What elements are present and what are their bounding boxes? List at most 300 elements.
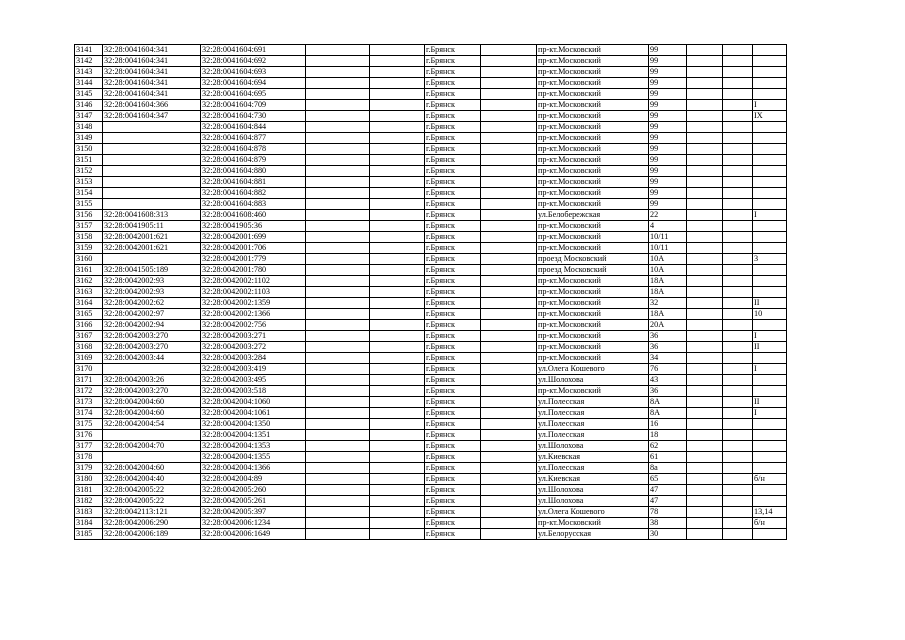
cadastral-number-cell: 32:28:0042004:1351: [201, 430, 306, 441]
house-number-cell: 99: [649, 133, 687, 144]
empty-cell-c: [481, 133, 537, 144]
premises-cell: б/н: [753, 474, 787, 485]
empty-cell-e: [723, 166, 753, 177]
empty-cell-e: [723, 155, 753, 166]
empty-cell-c: [481, 353, 537, 364]
house-number-cell: 99: [649, 78, 687, 89]
empty-cell-d: [687, 232, 723, 243]
table-row: [75, 166, 787, 177]
premises-cell: [753, 265, 787, 276]
empty-cell-a: [306, 375, 370, 386]
empty-cell-a: [306, 364, 370, 375]
premises-cell: [753, 496, 787, 507]
premises-cell: [753, 199, 787, 210]
cadastral-number-cell: 32:28:0042002:1359: [201, 298, 306, 309]
empty-cell-e: [723, 507, 753, 518]
empty-cell-a: [306, 144, 370, 155]
empty-cell-c: [481, 265, 537, 276]
empty-cell-e: [723, 441, 753, 452]
empty-cell-a: [306, 474, 370, 485]
table-row: [75, 243, 787, 254]
premises-cell: 13,14: [753, 507, 787, 518]
street-cell: ул.Киевская: [537, 474, 649, 485]
empty-cell-d: [687, 397, 723, 408]
table-row: [75, 210, 787, 221]
row-number-cell: 3162: [75, 276, 103, 287]
parent-cadastral-number-cell: 32:28:0041604:347: [103, 111, 201, 122]
table-row: [75, 430, 787, 441]
empty-cell-e: [723, 287, 753, 298]
empty-cell-b: [370, 243, 425, 254]
empty-cell-e: [723, 485, 753, 496]
cadastral-number-cell: 32:28:0042005:397: [201, 507, 306, 518]
cadastral-number-cell: 32:28:0042001:699: [201, 232, 306, 243]
parent-cadastral-number-cell: 32:28:0042001:621: [103, 232, 201, 243]
empty-cell-e: [723, 386, 753, 397]
empty-cell-b: [370, 320, 425, 331]
empty-cell-b: [370, 287, 425, 298]
cadastral-number-cell: 32:28:0041604:883: [201, 199, 306, 210]
table-row: [75, 298, 787, 309]
row-number-cell: 3143: [75, 67, 103, 78]
row-number-cell: 3154: [75, 188, 103, 199]
table-row: [75, 67, 787, 78]
empty-cell-b: [370, 221, 425, 232]
empty-cell-b: [370, 419, 425, 430]
street-cell: пр-кт.Московский: [537, 276, 649, 287]
empty-cell-b: [370, 100, 425, 111]
parent-cadastral-number-cell: [103, 177, 201, 188]
house-number-cell: 47: [649, 496, 687, 507]
row-number-cell: 3168: [75, 342, 103, 353]
city-cell: г.Брянск: [425, 287, 481, 298]
street-cell: пр-кт.Московский: [537, 133, 649, 144]
empty-cell-c: [481, 320, 537, 331]
empty-cell-a: [306, 67, 370, 78]
parent-cadastral-number-cell: 32:28:0042002:93: [103, 276, 201, 287]
empty-cell-b: [370, 298, 425, 309]
house-number-cell: 10А: [649, 265, 687, 276]
empty-cell-c: [481, 221, 537, 232]
street-cell: пр-кт.Московский: [537, 45, 649, 56]
empty-cell-e: [723, 276, 753, 287]
empty-cell-b: [370, 397, 425, 408]
table-row: [75, 485, 787, 496]
empty-cell-a: [306, 287, 370, 298]
house-number-cell: 16: [649, 419, 687, 430]
cadastral-number-cell: 32:28:0042004:1060: [201, 397, 306, 408]
cadastral-number-cell: 32:28:0042004:1366: [201, 463, 306, 474]
premises-cell: I: [753, 408, 787, 419]
table-row: [75, 518, 787, 529]
premises-cell: [753, 177, 787, 188]
premises-cell: [753, 188, 787, 199]
house-number-cell: 99: [649, 100, 687, 111]
city-cell: г.Брянск: [425, 452, 481, 463]
empty-cell-d: [687, 364, 723, 375]
table-row: [75, 111, 787, 122]
street-cell: пр-кт.Московский: [537, 56, 649, 67]
empty-cell-c: [481, 408, 537, 419]
empty-cell-d: [687, 122, 723, 133]
city-cell: г.Брянск: [425, 276, 481, 287]
premises-cell: [753, 353, 787, 364]
empty-cell-e: [723, 408, 753, 419]
street-cell: ул.Шолохова: [537, 485, 649, 496]
premises-cell: I: [753, 364, 787, 375]
table-row: [75, 78, 787, 89]
empty-cell-e: [723, 45, 753, 56]
empty-cell-e: [723, 375, 753, 386]
empty-cell-d: [687, 188, 723, 199]
cadastral-number-cell: 32:28:0041604:877: [201, 133, 306, 144]
empty-cell-a: [306, 78, 370, 89]
empty-cell-b: [370, 166, 425, 177]
empty-cell-e: [723, 298, 753, 309]
empty-cell-e: [723, 232, 753, 243]
table-row: [75, 221, 787, 232]
city-cell: г.Брянск: [425, 485, 481, 496]
row-number-cell: 3145: [75, 89, 103, 100]
city-cell: г.Брянск: [425, 221, 481, 232]
city-cell: г.Брянск: [425, 166, 481, 177]
city-cell: г.Брянск: [425, 89, 481, 100]
row-number-cell: 3178: [75, 452, 103, 463]
parent-cadastral-number-cell: 32:28:0042004:60: [103, 463, 201, 474]
parent-cadastral-number-cell: 32:28:0041604:341: [103, 56, 201, 67]
empty-cell-a: [306, 452, 370, 463]
row-number-cell: 3160: [75, 254, 103, 265]
empty-cell-a: [306, 122, 370, 133]
empty-cell-e: [723, 89, 753, 100]
house-number-cell: 36: [649, 331, 687, 342]
street-cell: пр-кт.Московский: [537, 177, 649, 188]
city-cell: г.Брянск: [425, 529, 481, 540]
city-cell: г.Брянск: [425, 298, 481, 309]
street-cell: ул.Белорусская: [537, 529, 649, 540]
parent-cadastral-number-cell: 32:28:0041604:341: [103, 89, 201, 100]
empty-cell-c: [481, 507, 537, 518]
row-number-cell: 3144: [75, 78, 103, 89]
empty-cell-e: [723, 177, 753, 188]
empty-cell-a: [306, 265, 370, 276]
empty-cell-d: [687, 45, 723, 56]
row-number-cell: 3164: [75, 298, 103, 309]
empty-cell-b: [370, 89, 425, 100]
premises-cell: [753, 320, 787, 331]
house-number-cell: 18: [649, 430, 687, 441]
premises-cell: [753, 221, 787, 232]
empty-cell-c: [481, 342, 537, 353]
empty-cell-b: [370, 45, 425, 56]
premises-cell: [753, 166, 787, 177]
empty-cell-a: [306, 408, 370, 419]
empty-cell-c: [481, 243, 537, 254]
empty-cell-c: [481, 474, 537, 485]
cadastral-number-cell: 32:28:0042004:89: [201, 474, 306, 485]
table-row: [75, 408, 787, 419]
house-number-cell: 62: [649, 441, 687, 452]
empty-cell-e: [723, 243, 753, 254]
table-row: [75, 177, 787, 188]
street-cell: пр-кт.Московский: [537, 221, 649, 232]
empty-cell-b: [370, 254, 425, 265]
empty-cell-d: [687, 210, 723, 221]
parent-cadastral-number-cell: 32:28:0042003:26: [103, 375, 201, 386]
street-cell: пр-кт.Московский: [537, 188, 649, 199]
table-row: [75, 441, 787, 452]
table-row: [75, 276, 787, 287]
cadastral-number-cell: 32:28:0041604:881: [201, 177, 306, 188]
empty-cell-a: [306, 518, 370, 529]
parent-cadastral-number-cell: 32:28:0042005:22: [103, 496, 201, 507]
empty-cell-d: [687, 386, 723, 397]
empty-cell-b: [370, 529, 425, 540]
house-number-cell: 18А: [649, 276, 687, 287]
premises-cell: I: [753, 331, 787, 342]
row-number-cell: 3155: [75, 199, 103, 210]
house-number-cell: 36: [649, 386, 687, 397]
parent-cadastral-number-cell: 32:28:0041905:11: [103, 221, 201, 232]
empty-cell-d: [687, 276, 723, 287]
empty-cell-b: [370, 144, 425, 155]
empty-cell-a: [306, 430, 370, 441]
empty-cell-c: [481, 199, 537, 210]
empty-cell-b: [370, 474, 425, 485]
parent-cadastral-number-cell: 32:28:0042003:270: [103, 331, 201, 342]
empty-cell-e: [723, 463, 753, 474]
empty-cell-a: [306, 232, 370, 243]
street-cell: пр-кт.Московский: [537, 122, 649, 133]
street-cell: ул.Шолохова: [537, 375, 649, 386]
house-number-cell: 65: [649, 474, 687, 485]
empty-cell-d: [687, 199, 723, 210]
empty-cell-a: [306, 441, 370, 452]
empty-cell-a: [306, 210, 370, 221]
table-row: [75, 353, 787, 364]
registry-table: [74, 44, 787, 540]
empty-cell-a: [306, 100, 370, 111]
empty-cell-b: [370, 155, 425, 166]
house-number-cell: 99: [649, 166, 687, 177]
city-cell: г.Брянск: [425, 122, 481, 133]
empty-cell-d: [687, 529, 723, 540]
parent-cadastral-number-cell: 32:28:0041608:313: [103, 210, 201, 221]
empty-cell-c: [481, 430, 537, 441]
row-number-cell: 3153: [75, 177, 103, 188]
house-number-cell: 8А: [649, 408, 687, 419]
cadastral-number-cell: 32:28:0042001:779: [201, 254, 306, 265]
row-number-cell: 3166: [75, 320, 103, 331]
row-number-cell: 3150: [75, 144, 103, 155]
house-number-cell: 76: [649, 364, 687, 375]
empty-cell-e: [723, 144, 753, 155]
house-number-cell: 10/11: [649, 243, 687, 254]
cadastral-number-cell: 32:28:0041604:692: [201, 56, 306, 67]
empty-cell-e: [723, 309, 753, 320]
street-cell: пр-кт.Московский: [537, 309, 649, 320]
cadastral-number-cell: 32:28:0041604:709: [201, 100, 306, 111]
empty-cell-b: [370, 276, 425, 287]
empty-cell-d: [687, 452, 723, 463]
row-number-cell: 3159: [75, 243, 103, 254]
city-cell: г.Брянск: [425, 188, 481, 199]
house-number-cell: 10/11: [649, 232, 687, 243]
house-number-cell: 78: [649, 507, 687, 518]
street-cell: ул.Шолохова: [537, 496, 649, 507]
row-number-cell: 3177: [75, 441, 103, 452]
street-cell: ул.Полесская: [537, 419, 649, 430]
table-row: [75, 496, 787, 507]
city-cell: г.Брянск: [425, 144, 481, 155]
empty-cell-b: [370, 507, 425, 518]
empty-cell-b: [370, 375, 425, 386]
street-cell: пр-кт.Московский: [537, 287, 649, 298]
premises-cell: [753, 375, 787, 386]
cadastral-number-cell: 32:28:0042004:1353: [201, 441, 306, 452]
premises-cell: [753, 441, 787, 452]
cadastral-number-cell: 32:28:0041604:691: [201, 45, 306, 56]
row-number-cell: 3147: [75, 111, 103, 122]
cadastral-number-cell: 32:28:0042001:706: [201, 243, 306, 254]
premises-cell: [753, 78, 787, 89]
cadastral-number-cell: 32:28:0041604:879: [201, 155, 306, 166]
empty-cell-e: [723, 320, 753, 331]
empty-cell-e: [723, 419, 753, 430]
house-number-cell: 99: [649, 144, 687, 155]
cadastral-number-cell: 32:28:0041604:693: [201, 67, 306, 78]
premises-cell: [753, 45, 787, 56]
table-row: [75, 529, 787, 540]
table-row: [75, 386, 787, 397]
table-row: [75, 188, 787, 199]
street-cell: ул.Белобережская: [537, 210, 649, 221]
city-cell: г.Брянск: [425, 375, 481, 386]
parent-cadastral-number-cell: 32:28:0042004:70: [103, 441, 201, 452]
cadastral-number-cell: 32:28:0041604:882: [201, 188, 306, 199]
empty-cell-e: [723, 397, 753, 408]
empty-cell-d: [687, 298, 723, 309]
empty-cell-c: [481, 45, 537, 56]
table-row: [75, 375, 787, 386]
empty-cell-e: [723, 265, 753, 276]
empty-cell-c: [481, 177, 537, 188]
city-cell: г.Брянск: [425, 419, 481, 430]
parent-cadastral-number-cell: 32:28:0042003:44: [103, 353, 201, 364]
empty-cell-c: [481, 364, 537, 375]
house-number-cell: 18А: [649, 309, 687, 320]
street-cell: пр-кт.Московский: [537, 320, 649, 331]
city-cell: г.Брянск: [425, 133, 481, 144]
empty-cell-b: [370, 309, 425, 320]
house-number-cell: 99: [649, 67, 687, 78]
empty-cell-e: [723, 199, 753, 210]
house-number-cell: 32: [649, 298, 687, 309]
empty-cell-e: [723, 430, 753, 441]
cadastral-number-cell: 32:28:0042003:518: [201, 386, 306, 397]
empty-cell-b: [370, 463, 425, 474]
parent-cadastral-number-cell: [103, 133, 201, 144]
parent-cadastral-number-cell: [103, 155, 201, 166]
row-number-cell: 3183: [75, 507, 103, 518]
parent-cadastral-number-cell: [103, 199, 201, 210]
cadastral-number-cell: 32:28:0042003:272: [201, 342, 306, 353]
parent-cadastral-number-cell: [103, 452, 201, 463]
cadastral-number-cell: 32:28:0041604:730: [201, 111, 306, 122]
table-row: [75, 232, 787, 243]
empty-cell-c: [481, 309, 537, 320]
empty-cell-d: [687, 309, 723, 320]
city-cell: г.Брянск: [425, 45, 481, 56]
empty-cell-a: [306, 419, 370, 430]
empty-cell-d: [687, 408, 723, 419]
empty-cell-c: [481, 111, 537, 122]
street-cell: пр-кт.Московский: [537, 100, 649, 111]
empty-cell-a: [306, 298, 370, 309]
city-cell: г.Брянск: [425, 518, 481, 529]
empty-cell-e: [723, 210, 753, 221]
parent-cadastral-number-cell: [103, 254, 201, 265]
empty-cell-e: [723, 122, 753, 133]
house-number-cell: 99: [649, 56, 687, 67]
city-cell: г.Брянск: [425, 265, 481, 276]
empty-cell-b: [370, 210, 425, 221]
empty-cell-c: [481, 210, 537, 221]
table-row: [75, 199, 787, 210]
house-number-cell: 43: [649, 375, 687, 386]
table-row: [75, 463, 787, 474]
house-number-cell: 30: [649, 529, 687, 540]
empty-cell-b: [370, 518, 425, 529]
row-number-cell: 3179: [75, 463, 103, 474]
street-cell: пр-кт.Московский: [537, 111, 649, 122]
city-cell: г.Брянск: [425, 210, 481, 221]
empty-cell-b: [370, 199, 425, 210]
cadastral-number-cell: 32:28:0042002:1102: [201, 276, 306, 287]
parent-cadastral-number-cell: 32:28:0042004:54: [103, 419, 201, 430]
city-cell: г.Брянск: [425, 232, 481, 243]
row-number-cell: 3158: [75, 232, 103, 243]
empty-cell-d: [687, 419, 723, 430]
table-row: [75, 45, 787, 56]
empty-cell-d: [687, 177, 723, 188]
empty-cell-b: [370, 265, 425, 276]
street-cell: пр-кт.Московский: [537, 155, 649, 166]
parent-cadastral-number-cell: 32:28:0042005:22: [103, 485, 201, 496]
city-cell: г.Брянск: [425, 397, 481, 408]
house-number-cell: 10А: [649, 254, 687, 265]
street-cell: пр-кт.Московский: [537, 518, 649, 529]
table-row: [75, 397, 787, 408]
house-number-cell: 47: [649, 485, 687, 496]
parent-cadastral-number-cell: 32:28:0042004:60: [103, 397, 201, 408]
empty-cell-d: [687, 320, 723, 331]
city-cell: г.Брянск: [425, 364, 481, 375]
house-number-cell: 61: [649, 452, 687, 463]
empty-cell-a: [306, 111, 370, 122]
empty-cell-b: [370, 408, 425, 419]
street-cell: ул.Олега Кошевого: [537, 364, 649, 375]
premises-cell: II: [753, 397, 787, 408]
street-cell: ул.Полесская: [537, 430, 649, 441]
street-cell: ул.Полесская: [537, 463, 649, 474]
row-number-cell: 3169: [75, 353, 103, 364]
cadastral-number-cell: 32:28:0042005:261: [201, 496, 306, 507]
empty-cell-a: [306, 320, 370, 331]
empty-cell-c: [481, 419, 537, 430]
street-cell: пр-кт.Московский: [537, 386, 649, 397]
parent-cadastral-number-cell: 32:28:0042006:189: [103, 529, 201, 540]
